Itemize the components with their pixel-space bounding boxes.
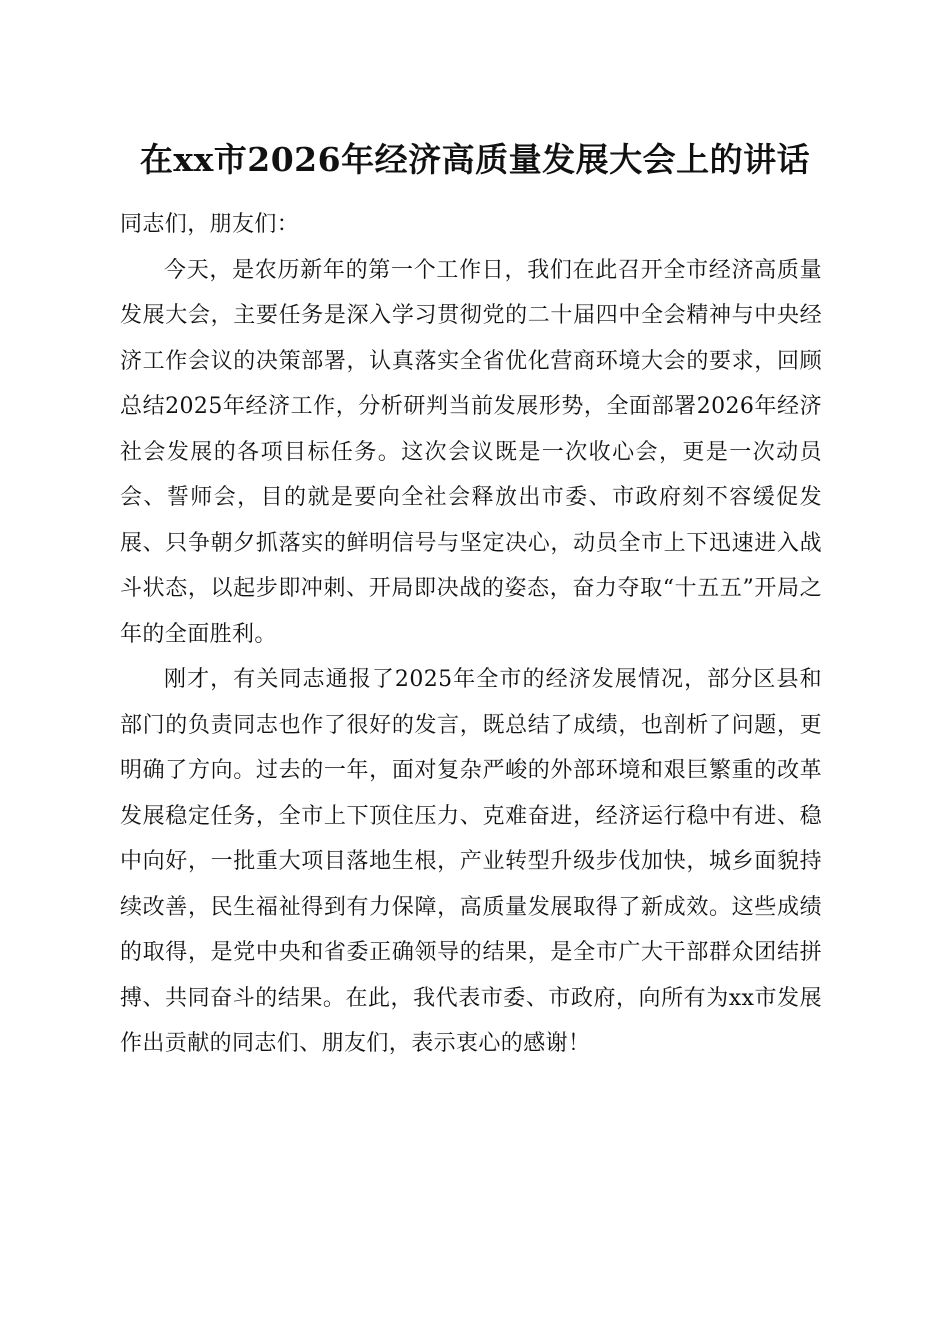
paragraph-opening: 今天，是农历新年的第一个工作日，我们在此召开全市经济高质量发展大会，主要任务是深入学习贯彻党的二十届四中全会精神与中央经济工作会议的决策部署，认真落实全省优化营商环境大会的要求，回顾总结2025年经济工作，分析研判当前发展形势，全面部署2026年经济社会发展的各项目标任务。这次会议既是一次收心会，更是一次动员会、誓师会，目的就是要向全社会释放出市委、市政府刻不容缓促发展、只争朝夕抓落实的鲜明信号与坚定决心，动员全市上下迅速进入战斗状态，以起步即冲刺、开局即决战的姿态，奋力夺取“十五五”开局之年的全面胜利。 bbox=[120, 257, 822, 647]
paragraph-review: 刚才，有关同志通报了2025年全市的经济发展情况，部分区县和部门的负责同志也作了很好的发言，既总结了成绩，也剖析了问题，更明确了方向。过去的一年，面对复杂严峻的外部环境和艰巨繁重的改革发展稳定任务，全市上下顶住压力、克难奋进，经济运行稳中有进、稳中向好，一批重大项目落地生根，产业转型升级步伐加快，城乡面貌持续改善，民生福祉得到有力保障，高质量发展取得了新成效。这些成绩的取得，是党中央和省委正确领导的结果，是全市广大干部群众团结拼搏、共同奋斗的结果。在此，我代表市委、市政府，向所有为xx市发展作出贡献的同志们、朋友们，表示衷心的感谢！ bbox=[120, 667, 822, 1056]
document-body bbox=[120, 202, 822, 1067]
salutation: 同志们，朋友们： bbox=[120, 212, 300, 237]
document-title: 在xx市2026年经济高质量发展大会上的讲话 bbox=[139, 140, 811, 179]
